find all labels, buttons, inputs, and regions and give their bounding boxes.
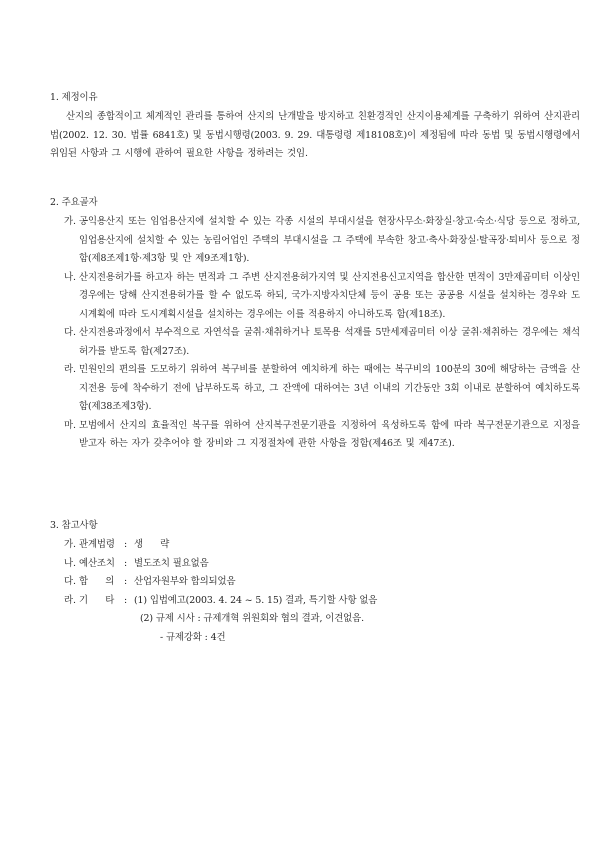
item-marker: 나.	[64, 271, 76, 283]
ref-marker: 다.	[64, 576, 76, 587]
ref-value: 별도조치 필요없음	[134, 557, 209, 569]
main-point-item	[50, 213, 580, 269]
reference-row	[50, 536, 580, 555]
ref-sub-item: - 규제강화 : 4건	[160, 631, 226, 643]
ref-separator: :	[124, 594, 128, 606]
item-text: 공익용산지 또는 임업용산지에 설치할 수 있는 각종 시설의 부대시설을 현장사무소·화장실·창고·숙소·식당 등으로 정하고, 임업용산지에 설치할 수 있는 농림어업인 주택의 부대시설을 그 주택에 부속한 창고·축사·화장실·탈곡장·퇴비사 등으로 정함(제8조제1항·제3항 및 안 제9조제1항).	[79, 216, 580, 264]
main-point-item	[50, 361, 580, 417]
ref-separator: :	[124, 557, 128, 569]
ref-marker: 가.	[64, 539, 76, 550]
item-text: 민원인의 편의를 도모하기 위하여 복구비를 분할하여 예치하게 하는 때에는 복구비의 100분의 30에 해당하는 금액을 산지전용 등에 착수하기 전에 납부하도록 하고, 그 잔액에 대하여는 3년 이내의 기간동안 3회 이내로 분할하여 예치하도록 함(제38조제3항).	[79, 364, 580, 412]
section-paragraph: 산지의 종합적이고 체계적인 관리를 통하여 산지의 난개발을 방지하고 친환경적인 산지이용체계를 구축하기 위하여 산지관리법(2002. 12. 30. 법률 6841호) 및 동법시행령(2003. 9. 29. 대통령령 제18108호)이 제정됨에 따라 동법 및 동법시행령에서 위임된 사항과 그 시행에 관하여 필요한 사항을 정하려는 것임.	[50, 111, 580, 159]
item-text: 산지전용과정에서 부수적으로 자연석을 굴취·채취하거나 토목용 석재를 5만세제곱미터 이상 굴취·채취하는 경우에는 채석허가를 받도록 함(제27조).	[79, 327, 580, 357]
ref-label: 기 타	[79, 594, 115, 606]
section-purpose	[50, 88, 580, 164]
ref-separator: :	[124, 576, 128, 587]
reference-sub-row	[50, 610, 580, 629]
main-point-item	[50, 269, 580, 325]
item-marker: 다.	[64, 327, 76, 338]
ref-label: 합 의	[79, 576, 115, 587]
ref-sub-item: (2) 규제 시사 : 규제개혁 위원회와 협의 결과, 이견없음.	[140, 613, 364, 624]
ref-value: 산업자원부와 합의되었음	[134, 576, 236, 587]
ref-value: 생 략	[134, 539, 170, 550]
reference-row	[50, 592, 580, 611]
ref-value: (1) 입법예고(2003. 4. 24 ~ 5. 15) 결과, 특기할 사항 없음	[134, 594, 378, 606]
item-marker: 마.	[64, 419, 76, 431]
section-references	[50, 516, 580, 647]
main-point-item	[50, 417, 580, 454]
item-marker: 가.	[64, 216, 76, 227]
reference-row	[50, 555, 580, 574]
ref-label: 관계법령	[79, 539, 115, 550]
ref-label: 예산조치	[79, 557, 115, 569]
ref-marker: 나.	[64, 557, 76, 569]
ref-separator: :	[124, 539, 128, 550]
ref-marker: 라.	[64, 594, 76, 606]
section-heading: 2. 주요골자	[50, 197, 98, 208]
section-main-points	[50, 193, 580, 454]
reference-sub-row	[50, 629, 580, 648]
section-heading: 1. 제정이유	[50, 92, 98, 103]
item-text: 모범에서 산지의 효율적인 복구를 위하여 산지복구전문기관을 지정하여 육성하도록 함에 따라 복구전문기관으로 지정을 받고자 하는 자가 갖추어야 할 장비와 그 지정절차에 관한 사항을 정함(제46조 및 제47조).	[79, 419, 580, 449]
main-point-item	[50, 324, 580, 361]
reference-row	[50, 573, 580, 592]
item-text: 산지전용허가를 하고자 하는 면적과 그 주변 산지전용허가지역 및 산지전용신고지역을 합산한 면적이 3만제곱미터 이상인 경우에는 당해 산지전용허가를 할 수 없도록 하되, 국가·지방자치단체 등이 공용 또는 공공용 시설을 설치하는 경우와 도시계획에 따라 도시계획시설을 설치하는 경우에는 이를 적용하지 아니하도록 함(제18조).	[79, 271, 580, 320]
section-heading: 3. 참고사항	[50, 520, 98, 531]
item-marker: 라.	[64, 364, 76, 375]
